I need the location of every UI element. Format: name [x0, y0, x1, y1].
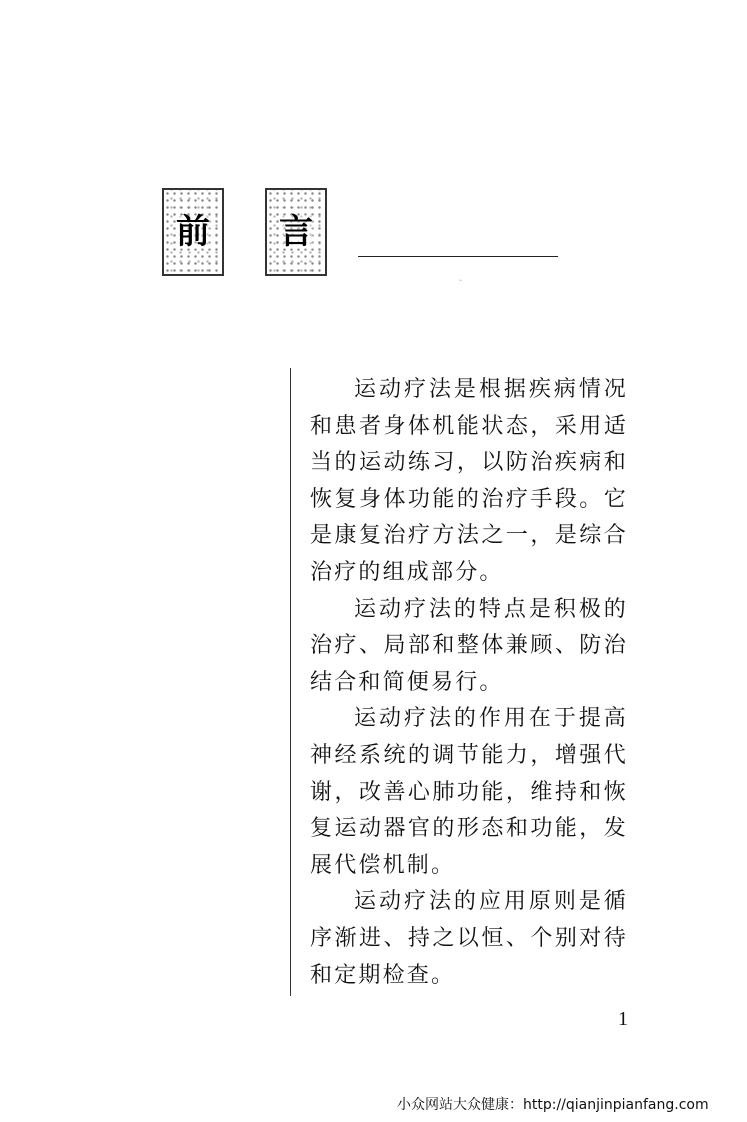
paragraph-3: 运动疗法的作用在于提高神经系统的调节能力，增强代谢，改善心肺功能，维持和恢复运动器官的形态和功能，发展代偿机制。	[310, 706, 628, 878]
title-char-box-2	[265, 188, 327, 276]
scan-speck: ¨	[459, 280, 462, 287]
title-char-box-1	[162, 188, 224, 276]
paragraph-1: 运动疗法是根据疾病情况和患者身体机能状态，采用适当的运动练习，以防治疾病和恢复身体功能的治疗手段。它是康复治疗方法之一，是综合治疗的组成部分。	[310, 377, 628, 585]
title-underline	[358, 256, 558, 257]
footer-watermark: 小众网站大众健康：http://qianjinpianfang.com	[397, 1097, 709, 1113]
title-char-2: 言	[279, 212, 313, 252]
page-number: 1	[618, 1008, 628, 1030]
paragraph-2: 运动疗法的特点是积极的治疗、局部和整体兼顾、防治结合和简便易行。	[310, 596, 628, 695]
title-char-1: 前	[176, 212, 210, 252]
margin-rule	[290, 368, 291, 996]
preface-body	[310, 372, 628, 994]
paragraph-4: 运动疗法的应用原则是循序渐进、持之以恒、个别对待和定期检查。	[310, 889, 628, 988]
